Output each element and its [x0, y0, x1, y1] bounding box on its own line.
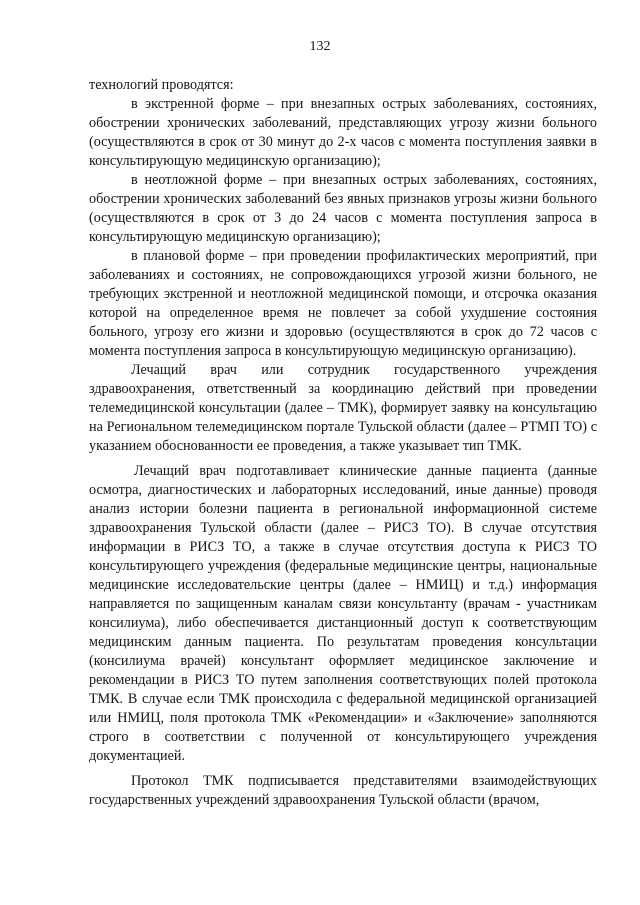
page-number: 132 [309, 39, 331, 54]
paragraph-request-formation: Лечащий врач или сотрудник государственного учреждения здравоохранения, ответственный за координацию действий при проведении телемедицинской консультации (далее – ТМК), формирует заявку на консультацию на Региональном телемедицинском портале Тульской области (далее – РТМП ТО) с указанием обоснованности ее проведения, а также указывает тип ТМК. [89, 362, 597, 454]
paragraph-emergency-form: в экстренной форме – при внезапных острых заболеваниях, состояниях, обострении хронических заболеваний, представляющих угрозу жизни больного (осуществляются в срок от 30 минут до 2-х часов с момента поступления заявки в консультирующую медицинскую организацию); [89, 96, 597, 169]
paragraph-urgent-form: в неотложной форме – при внезапных острых заболеваниях, состояниях, обострении хронических заболеваний без явных признаков угрозы жизни больного (осуществляются в срок от 3 до 24 часов с момента поступления запроса в консультирующую медицинскую организацию); [89, 172, 597, 245]
paragraph-planned-form: в плановой форме – при проведении профилактических мероприятий, при заболеваниях и состояниях, не сопровождающихся угрозой жизни больного, не требующих экстренной и неотложной медицинской помощи, и отсрочка оказания которой на определенное время не повлечет за собой ухудшение состояния больного, угрозу его жизни и здоровью (осуществляются в срок до 72 часов с момента поступления запроса в консультирующую медицинскую организацию). [89, 248, 597, 359]
paragraph-intro: технологий проводятся: [89, 77, 234, 93]
document-body [89, 76, 597, 810]
paragraph-protocol-signing: Протокол ТМК подписывается представителями взаимодействующих государственных учреждений здравоохранения Тульской области (врачом, [89, 773, 597, 808]
paragraph-clinical-data: Лечащий врач подготавливает клинические данные пациента (данные осмотра, диагностических и лабораторных исследований, иные данные) проводя анализ истории болезни пациента в региональной информационной системе здравоохранения Тульской области (далее – РИСЗ ТО). В случае отсутствия информации в РИСЗ ТО, а также в случае отсутствия доступа к РИСЗ ТО консультирующего учреждения (федеральные медицинские центры, национальные медицинские исследовательские центры (далее – НМИЦ) и т.д.) информация направляется по защищенным каналам связи консультанту (врачам - участникам консилиума), либо обеспечивается дистанционный доступ к соответствующим медицинским данным пациента. По результатам проведения консультации (консилиума врачей) консультант оформляет медицинское заключение и рекомендации в РИСЗ ТО путем заполнения соответствующих полей протокола ТМК. В случае если ТМК происходила с федеральной медицинской организацией или НМИЦ, поля протокола ТМК «Рекомендации» и «Заключение» заполняются строго в соответствии с полученной от консультирующего учреждения документацией. [89, 463, 597, 764]
